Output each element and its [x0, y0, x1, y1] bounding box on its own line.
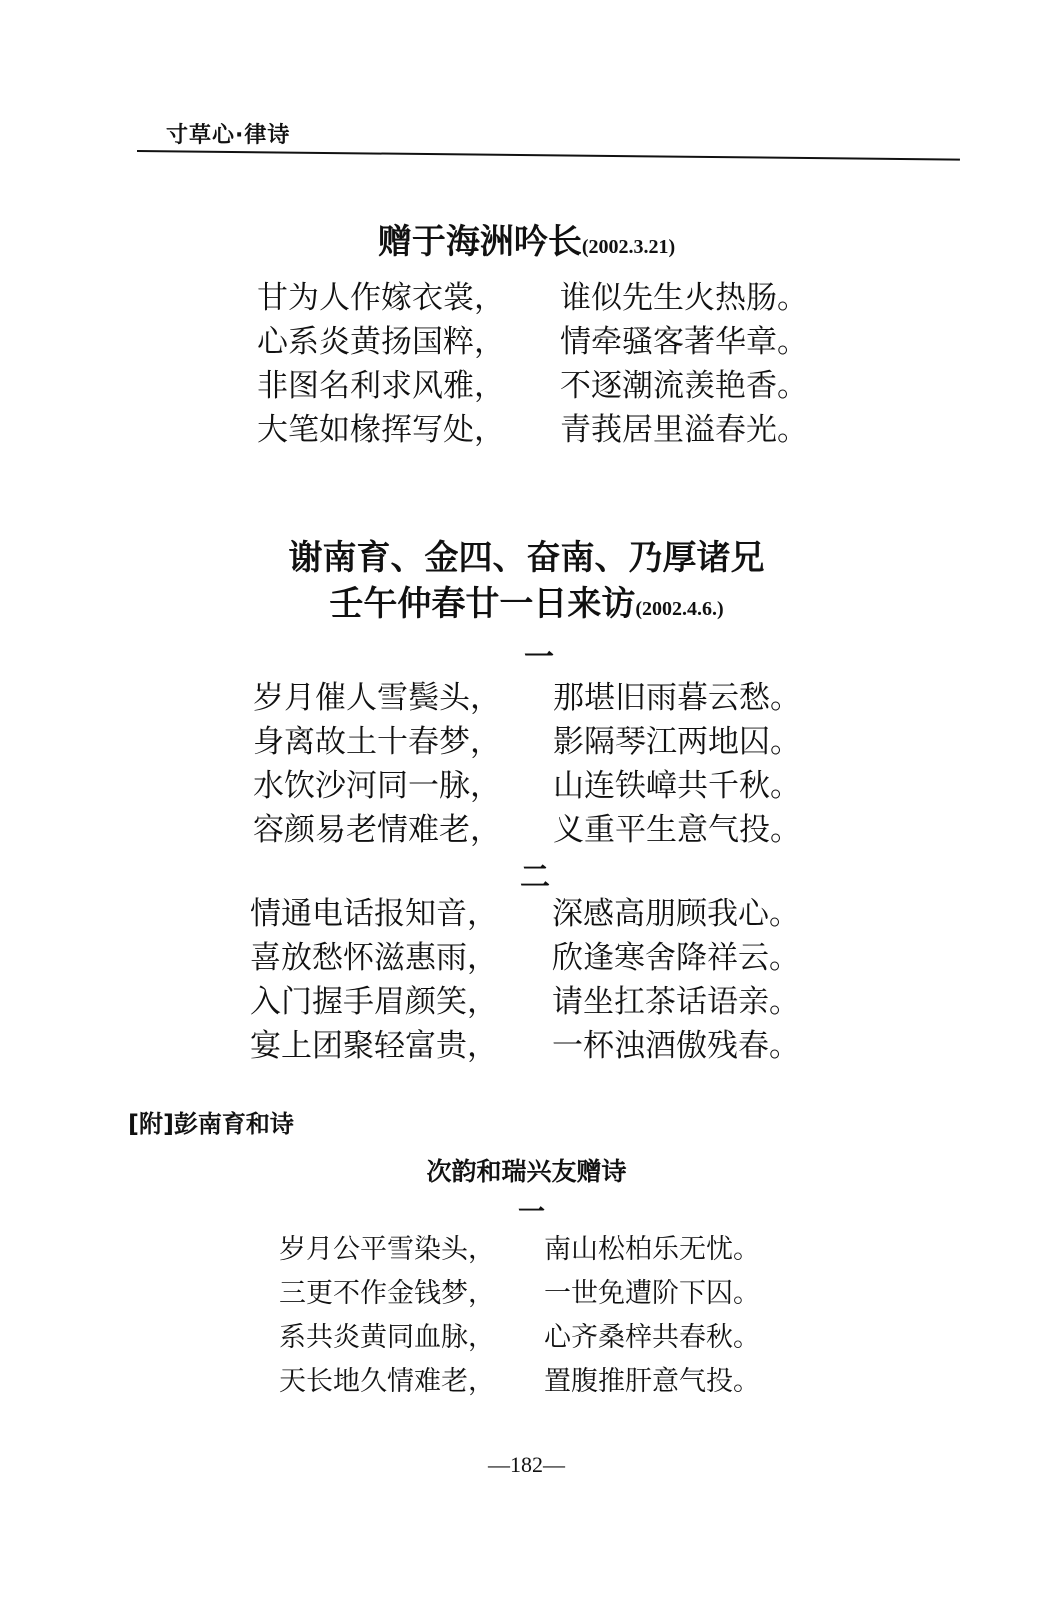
poem-line-first: 心系炎黄扬国粹， — [257, 324, 505, 360]
poem-line-second: 不逐潮流羡艳香。 — [560, 368, 808, 404]
poem-line-first: 宴上团聚轻富贵， — [250, 1028, 498, 1064]
poem2-title-text: 壬午仲春廿一日来访 — [329, 584, 636, 624]
appendix-poem-body — [279, 1228, 760, 1404]
poem-line-second: 请坐扛茶话语亲。 — [552, 984, 800, 1020]
poem2-title-line1: 谢南育、金四、奋南、乃厚诸兄 — [288, 538, 765, 578]
poem-line — [253, 764, 801, 808]
running-header: 寸草心·律诗 — [166, 123, 291, 148]
poem2-title-line2 — [0, 576, 1053, 625]
appendix-part-number: 一 — [518, 1197, 545, 1228]
page-number: —182— — [488, 1452, 565, 1477]
poem1-title — [0, 214, 1053, 263]
poem-line — [279, 1316, 760, 1360]
poem-line — [253, 720, 801, 764]
poem-line-first: 岁月公平雪染头， — [279, 1234, 495, 1265]
poem-line — [250, 1024, 800, 1068]
poem-line-second: 心齐桑梓共春秋。 — [544, 1322, 760, 1353]
poem-line-second: 置腹推肝意气投。 — [544, 1366, 760, 1397]
poem-line-first: 岁月催人雪鬓头， — [253, 680, 501, 716]
poem-line-first: 喜放愁怀滋惠雨， — [250, 940, 498, 976]
poem2-part1-body — [253, 676, 801, 852]
poem-line-second: 情牵骚客著华章。 — [560, 324, 808, 360]
poem-line-first: 非图名利求风雅， — [257, 368, 505, 404]
poem-line — [250, 980, 800, 1024]
poem-line — [257, 364, 808, 408]
poem-line-second: 谁似先生火热肠。 — [560, 280, 808, 316]
poem-line — [279, 1360, 760, 1404]
poem-line-second: 欣逢寒舍降祥云。 — [552, 940, 800, 976]
poem-line-second: 义重平生意气投。 — [553, 812, 801, 848]
poem-line-first: 三更不作金钱梦， — [279, 1278, 495, 1309]
poem1-body — [257, 276, 808, 452]
appendix-title: 次韵和瑞兴友赠诗 — [426, 1157, 627, 1186]
poem2-date: (2002.4.6.) — [635, 598, 724, 620]
poem-line-first: 系共炎黄同血脉， — [279, 1322, 495, 1353]
poem-line — [257, 276, 808, 320]
poem-line-first: 大笔如椽挥写处， — [257, 412, 505, 448]
poem-line-second: 山连铁嶂共千秋。 — [553, 768, 801, 804]
poem1-date: (2002.3.21) — [581, 236, 676, 258]
poem-line — [257, 320, 808, 364]
poem-line-second: 青莪居里溢春光。 — [560, 412, 808, 448]
poem-line-first: 水饮沙河同一脉， — [253, 768, 501, 804]
poem1-title-text: 赠于海洲吟长 — [377, 222, 582, 262]
poem-line — [279, 1272, 760, 1316]
poem-line-first: 天长地久情难老， — [279, 1366, 495, 1397]
poem-line-second: 南山松柏乐无忧。 — [544, 1234, 760, 1265]
poem-line-second: 深感高朋顾我心。 — [552, 896, 800, 932]
poem-line-first: 身离故土十春梦， — [253, 724, 501, 760]
poem-line-second: 一世免遭阶下囚。 — [544, 1278, 760, 1309]
poem-line — [253, 676, 801, 720]
poem2-part1-number: 一 — [524, 640, 554, 675]
poem-line — [257, 408, 808, 452]
poem-line — [250, 892, 800, 936]
poem-line-first: 情通电话报知音， — [250, 896, 498, 932]
poem-line — [279, 1228, 760, 1272]
poem-line-first: 甘为人作嫁衣裳， — [257, 280, 505, 316]
poem-line-second: 一杯浊酒傲残春。 — [552, 1028, 800, 1064]
poem-line — [250, 936, 800, 980]
header-rule — [137, 150, 960, 161]
poem-line-first: 入门握手眉颜笑， — [250, 984, 498, 1020]
poem-line — [253, 808, 801, 852]
appendix-label: [附]彭南育和诗 — [128, 1110, 294, 1138]
poem2-part2-body — [250, 892, 800, 1068]
poem2-part2-number: 二 — [520, 860, 550, 895]
poem-line-second: 那堪旧雨暮云愁。 — [553, 680, 801, 716]
poem-line-second: 影隔琴江两地囚。 — [553, 724, 801, 760]
poem-line-first: 容颜易老情难老， — [253, 812, 501, 848]
